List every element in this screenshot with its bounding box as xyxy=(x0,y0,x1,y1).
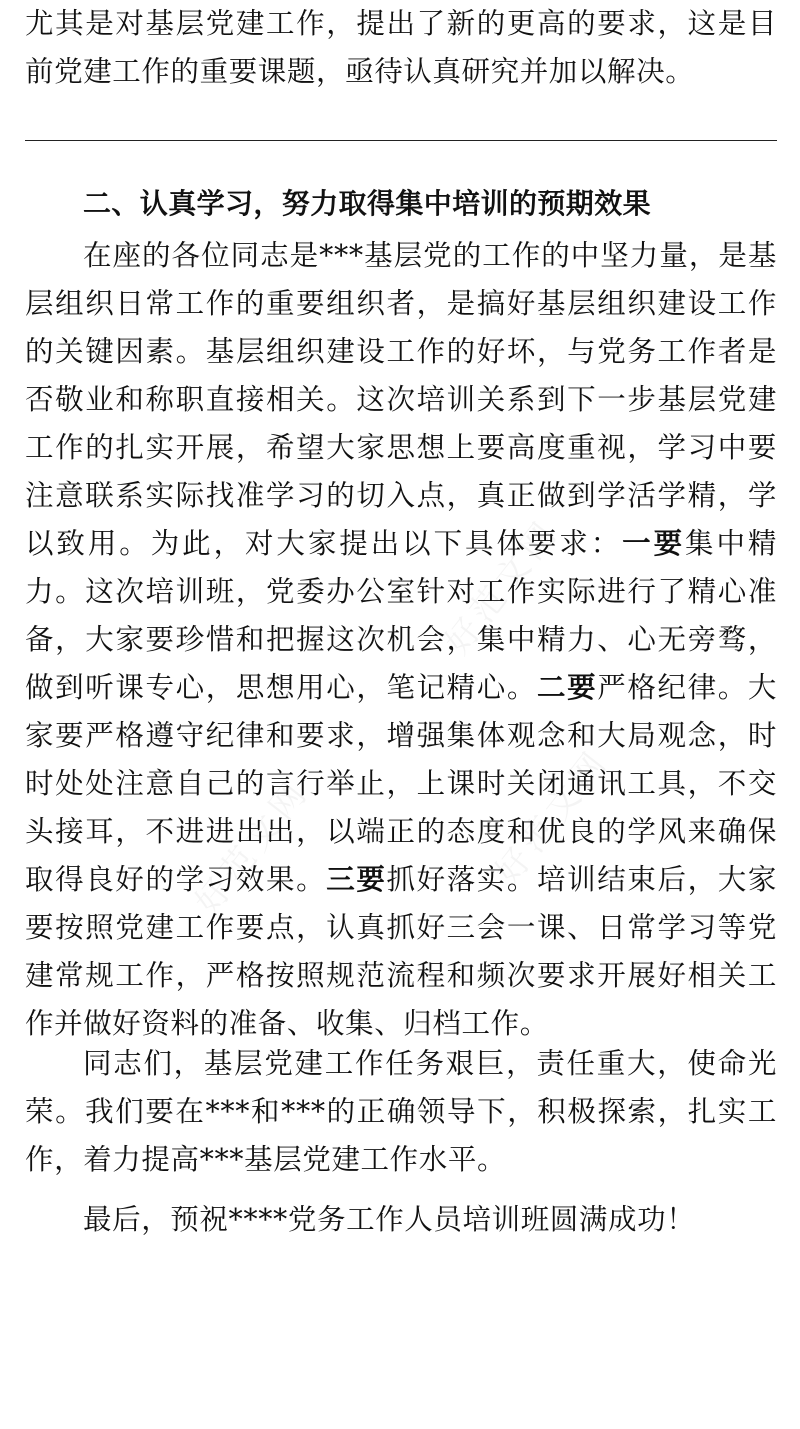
section-divider xyxy=(25,140,777,141)
closing-paragraph: 同志们，基层党建工作任务艰巨，责任重大，使命光荣。我们要在***和***的正确领导下，积极探索，扎实工作，着力提高***基层党建工作水平。 xyxy=(25,1047,777,1176)
requirement-1-label: 一要 xyxy=(622,527,686,560)
requirement-3-label: 三要 xyxy=(326,863,387,896)
intro-continuation-paragraph: 尤其是对基层党建工作，提出了新的更高的要求，这是目前党建工作的重要课题，亟待认真研究并加以解决。 xyxy=(25,7,777,88)
main-paragraph-text: 在座的各位同志是***基层党的工作的中坚力量，是基层组织日常工作的重要组织者，是搞好基层组织建设工作的关键因素。基层组织建设工作的好坏，与党务工作者是否敬业和称职直接相关。这次培训关系到下一步基层党建工作的扎实开展，希望大家思想上要高度重视，学习中要注意联系实际找准学习的切入点，真正做到学活学精，学以致用。为此，对大家提出以下具体要求： xyxy=(25,239,777,560)
requirement-3-text: 抓好落实。培训结束后，大家要按照党建工作要点，认真抓好三会一课、日常学习等党建常规工作，严格按照规范流程和频次要求开展好相关工作并做好资料的准备、收集、归档工作。 xyxy=(25,863,777,1040)
requirement-2-label: 二要 xyxy=(537,671,598,704)
main-paragraph xyxy=(25,232,777,1048)
section-heading: 二、认真学习，努力取得集中培训的预期效果 xyxy=(83,187,652,220)
requirement-1-text: 集中精力。这次培训班，党委办公室针对工作实际进行了精心准备，大家要珍惜和把握这次机会，集中精力、心无旁骛，做到听课专心，思想用心，笔记精心。 xyxy=(25,527,777,704)
final-wish-line: 最后，预祝****党务工作人员培训班圆满成功！ xyxy=(83,1203,696,1236)
requirement-2-text: 严格纪律。大家要严格遵守纪律和要求，增强集体观念和大局观念，时时处处注意自己的言行举止，上课时关闭通讯工具，不交头接耳，不进进出出，以端正的态度和优良的学风来确保取得良好的学习效果。 xyxy=(25,671,777,896)
